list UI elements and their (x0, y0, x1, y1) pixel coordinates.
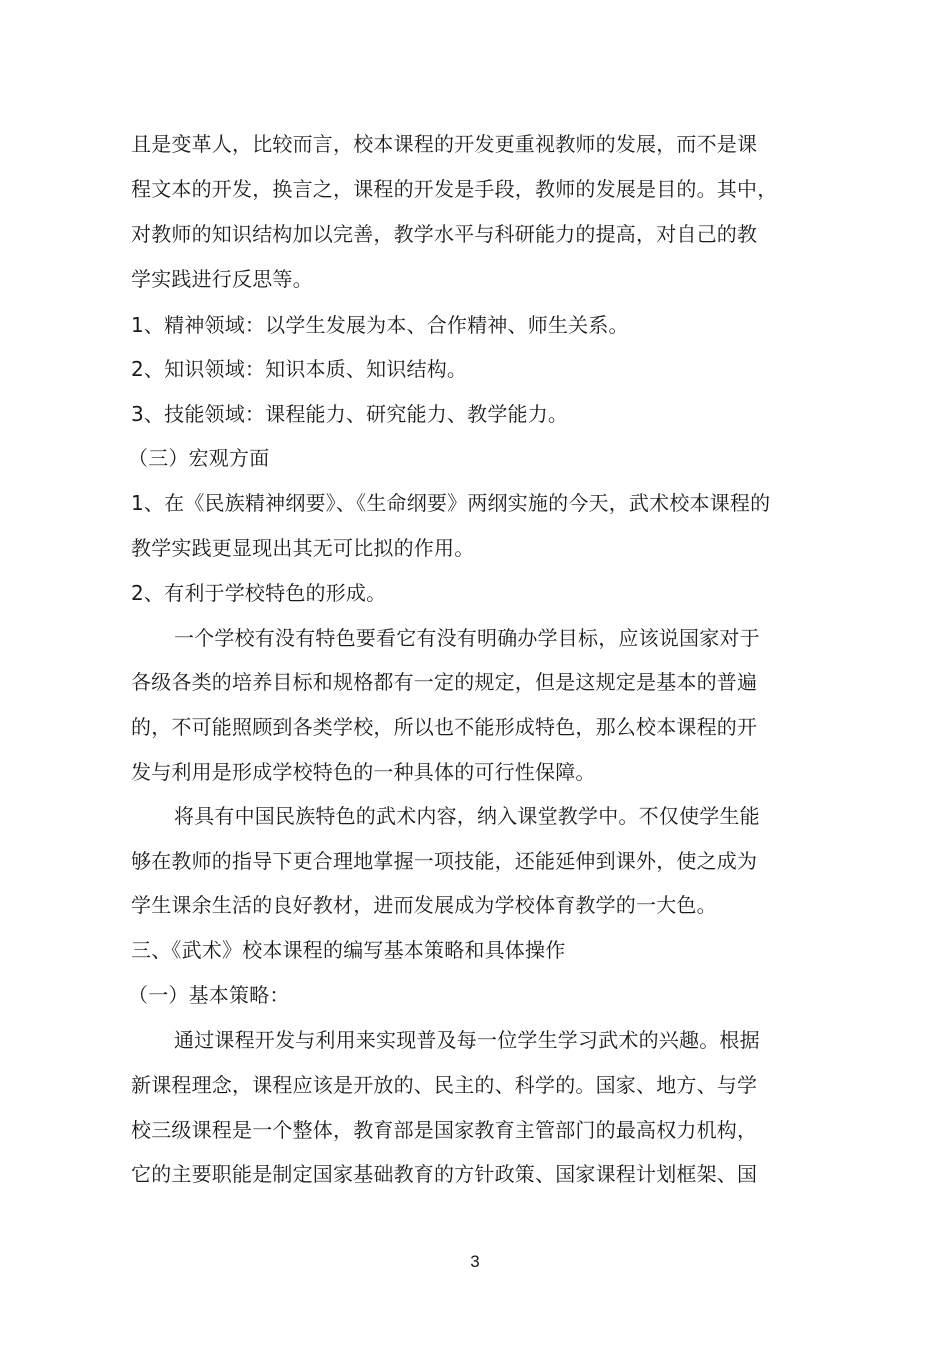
text-line: 程文本的开发，换言之，课程的开发是手段，教师的发展是目的。其中， (131, 177, 778, 201)
text-line: 各级各类的培养目标和规格都有一定的规定，但是这规定是基本的普遍 (131, 670, 758, 694)
section-heading: 三、《武术》校本课程的编写基本策略和具体操作 (131, 938, 566, 962)
text-line: 校三级课程是一个整体，教育部是国家教育主管部门的最高权力机构， (131, 1118, 758, 1142)
text-line: 的，不可能照顾到各类学校，所以也不能形成特色，那么校本课程的开 (131, 715, 758, 739)
list-item: 3、技能领域：课程能力、研究能力、教学能力。 (131, 402, 569, 426)
text-line: 它的主要职能是制定国家基础教育的方针政策、国家课程计划框架、国 (131, 1162, 758, 1186)
page-number: 3 (470, 1252, 480, 1271)
paragraph-line: 将具有中国民族特色的武术内容，纳入课堂教学中。不仅使学生能 (174, 804, 760, 828)
section-heading: （三）宏观方面 (128, 446, 270, 470)
text-line: 学生课余生活的良好教材，进而发展成为学校体育教学的一大色。 (131, 893, 717, 917)
paragraph-line: 一个学校有没有特色要看它有没有明确办学目标，应该说国家对于 (174, 626, 760, 650)
paragraph-line: 通过课程开发与利用来实现普及每一位学生学习武术的兴趣。根据 (174, 1028, 760, 1052)
text-line: 够在教师的指导下更合理地掌握一项技能，还能延伸到课外，使之成为 (131, 849, 758, 873)
list-item: 2、知识领域：知识本质、知识结构。 (131, 357, 468, 381)
text-line: 且是变革人，比较而言，校本课程的开发更重视教师的发展，而不是课 (131, 132, 758, 156)
text-line: 发与利用是形成学校特色的一种具体的可行性保障。 (131, 760, 596, 784)
section-heading: （一）基本策略： (128, 983, 290, 1007)
list-item: 1、精神领域：以学生发展为本、合作精神、师生关系。 (131, 313, 629, 337)
list-item: 2、有利于学校特色的形成。 (131, 581, 387, 605)
text-line: 学实践进行反思等。 (131, 267, 313, 291)
list-item: 1、在《民族精神纲要》、《生命纲要》两纲实施的今天，武术校本课程的 (131, 491, 771, 515)
text-line: 对教师的知识结构加以完善，教学水平与科研能力的提高，对自己的教 (131, 222, 758, 246)
text-line: 新课程理念，课程应该是开放的、民主的、科学的。国家、地方、与学 (131, 1073, 758, 1097)
text-line: 教学实践更显现出其无可比拟的作用。 (131, 536, 475, 560)
